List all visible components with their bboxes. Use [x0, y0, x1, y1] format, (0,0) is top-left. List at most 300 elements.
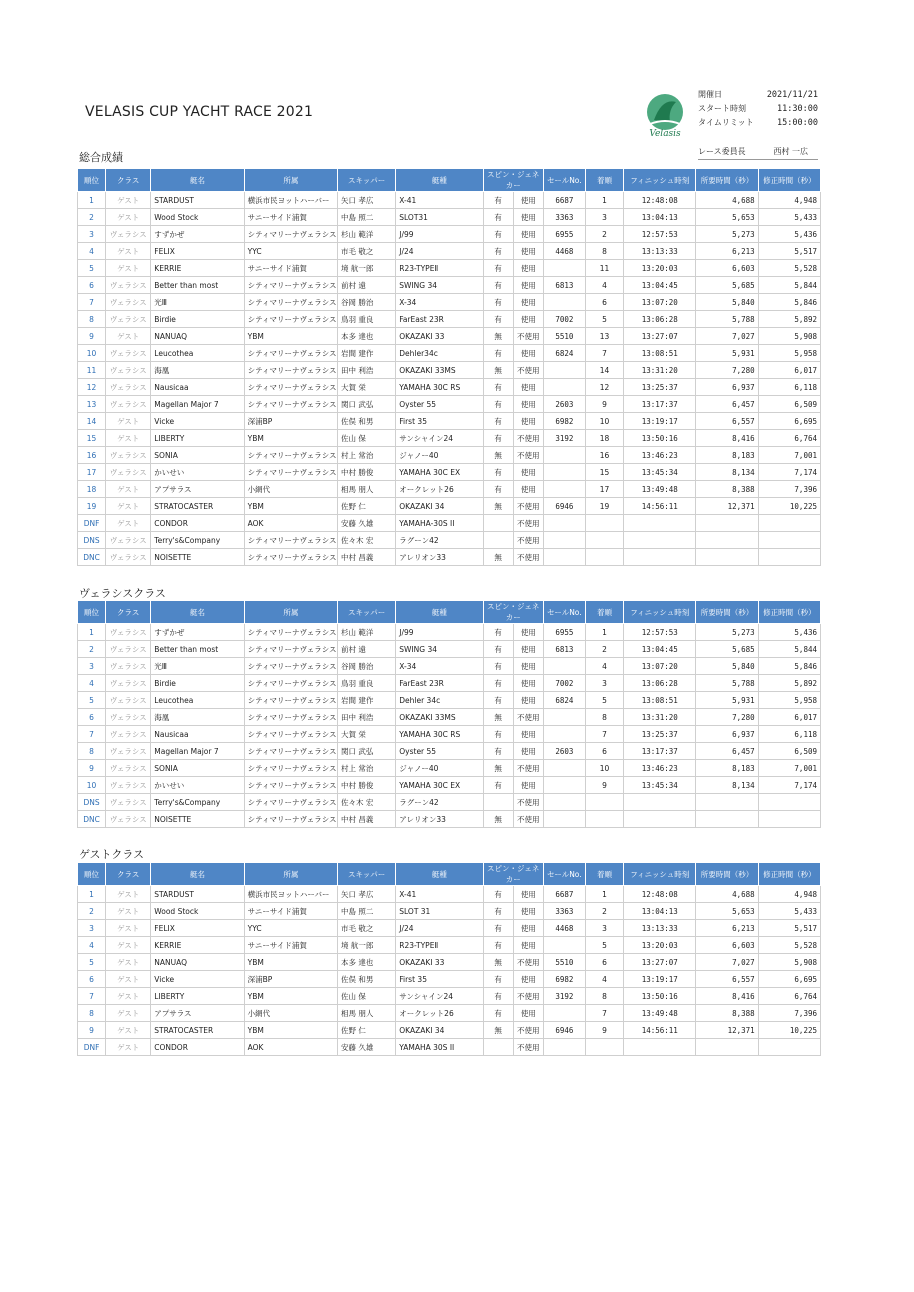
cell-elapsed-time: 7,280 — [696, 362, 758, 379]
cell-finish-order: 8 — [585, 709, 623, 726]
cell-gennaker: 使用 — [513, 226, 543, 243]
cell-finish-order — [585, 549, 623, 566]
cell-spinnaker: 無 — [483, 498, 513, 515]
cell-boat-type: SLOT31 — [396, 209, 483, 226]
cell-sail-no — [543, 777, 585, 794]
cell-affiliation: サニーサイド浦賀 — [244, 260, 337, 277]
cell-class: ゲスト — [106, 920, 151, 937]
cell-sail-no: 6946 — [543, 498, 585, 515]
cell-skipper: 境 航一郎 — [338, 937, 396, 954]
cell-sail-no: 6813 — [543, 277, 585, 294]
cell-affiliation: YYC — [244, 243, 337, 260]
cell-elapsed-time — [696, 811, 758, 828]
cell-sail-no — [543, 794, 585, 811]
cell-class: ゲスト — [106, 260, 151, 277]
cell-class: ヴェラシス — [106, 641, 151, 658]
cell-elapsed-time: 5,931 — [696, 345, 758, 362]
cell-affiliation: シティマリーナヴェラシス — [244, 624, 337, 641]
cell-boat-type: X-34 — [396, 658, 483, 675]
cell-skipper: 佐野 仁 — [338, 1022, 396, 1039]
table-row — [78, 311, 821, 328]
cell-spinnaker: 有 — [483, 988, 513, 1005]
cell-gennaker: 使用 — [513, 345, 543, 362]
cell-corrected-time: 6,509 — [758, 396, 820, 413]
cell-finish-order: 5 — [585, 692, 623, 709]
cell-rank: 8 — [78, 1005, 106, 1022]
cell-sail-no: 5510 — [543, 328, 585, 345]
cell-skipper: 田中 利浩 — [338, 362, 396, 379]
cell-boat-type: OKAZAKI 34 — [396, 498, 483, 515]
cell-boat-name: LIBERTY — [151, 430, 244, 447]
table-row — [78, 362, 821, 379]
cell-finish-order: 2 — [585, 903, 623, 920]
cell-elapsed-time: 6,213 — [696, 243, 758, 260]
column-header: 艇種 — [396, 601, 483, 624]
cell-affiliation: シティマリーナヴェラシス — [244, 532, 337, 549]
column-header: 着順 — [585, 169, 623, 192]
cell-affiliation: シティマリーナヴェラシス — [244, 811, 337, 828]
cell-spinnaker: 有 — [483, 413, 513, 430]
cell-affiliation: シティマリーナヴェラシス — [244, 692, 337, 709]
cell-finish-time: 14:56:11 — [624, 1022, 696, 1039]
cell-rank: 12 — [78, 379, 106, 396]
cell-gennaker: 不使用 — [513, 709, 543, 726]
cell-corrected-time: 6,764 — [758, 988, 820, 1005]
cell-elapsed-time: 5,840 — [696, 294, 758, 311]
cell-gennaker: 不使用 — [513, 954, 543, 971]
cell-boat-name: STARDUST — [151, 886, 244, 903]
cell-corrected-time: 4,948 — [758, 192, 820, 209]
cell-skipper: 中村 昌義 — [338, 811, 396, 828]
cell-finish-order — [585, 1039, 623, 1056]
column-header: 修正時間（秒） — [758, 601, 820, 624]
cell-boat-name: Birdie — [151, 675, 244, 692]
cell-rank: 11 — [78, 362, 106, 379]
column-header: 所属 — [244, 863, 337, 886]
cell-rank: 6 — [78, 709, 106, 726]
table-row — [78, 760, 821, 777]
overall-results-table — [77, 168, 821, 566]
cell-skipper: 佐野 仁 — [338, 498, 396, 515]
table-row — [78, 658, 821, 675]
cell-gennaker: 使用 — [513, 413, 543, 430]
cell-class: ヴェラシス — [106, 692, 151, 709]
cell-spinnaker: 有 — [483, 379, 513, 396]
table-row — [78, 277, 821, 294]
cell-boat-type: J/99 — [396, 624, 483, 641]
column-header: 艇種 — [396, 169, 483, 192]
cell-elapsed-time: 7,027 — [696, 328, 758, 345]
cell-finish-order: 6 — [585, 954, 623, 971]
cell-boat-name: NANUAQ — [151, 328, 244, 345]
table-header-row — [78, 863, 821, 886]
cell-boat-type: ラグーン42 — [396, 532, 483, 549]
cell-spinnaker: 有 — [483, 226, 513, 243]
cell-finish-time: 13:19:17 — [624, 413, 696, 430]
column-header: セールNo. — [543, 169, 585, 192]
cell-finish-order: 12 — [585, 379, 623, 396]
cell-skipper: 市毛 敬之 — [338, 920, 396, 937]
table-row — [78, 777, 821, 794]
cell-skipper: 相馬 朋人 — [338, 481, 396, 498]
cell-elapsed-time: 6,457 — [696, 743, 758, 760]
table-row — [78, 675, 821, 692]
cell-elapsed-time: 6,937 — [696, 379, 758, 396]
cell-sail-no — [543, 937, 585, 954]
cell-corrected-time: 5,958 — [758, 345, 820, 362]
cell-sail-no — [543, 760, 585, 777]
cell-finish-time: 12:48:08 — [624, 886, 696, 903]
cell-finish-time: 13:13:33 — [624, 243, 696, 260]
table-row — [78, 692, 821, 709]
cell-sail-no: 3363 — [543, 903, 585, 920]
column-header: 修正時間（秒） — [758, 169, 820, 192]
cell-finish-order: 17 — [585, 481, 623, 498]
cell-skipper: 田中 利浩 — [338, 709, 396, 726]
cell-corrected-time — [758, 532, 820, 549]
table-row — [78, 709, 821, 726]
cell-affiliation: 横浜市民ヨットハーバー — [244, 886, 337, 903]
cell-skipper: 大賀 栄 — [338, 726, 396, 743]
cell-finish-order: 5 — [585, 311, 623, 328]
cell-class: ヴェラシス — [106, 624, 151, 641]
cell-boat-type: FarEast 23R — [396, 675, 483, 692]
cell-finish-time: 13:06:28 — [624, 311, 696, 328]
cell-finish-order: 13 — [585, 328, 623, 345]
cell-skipper: 市毛 敬之 — [338, 243, 396, 260]
cell-finish-time: 13:31:20 — [624, 709, 696, 726]
cell-skipper: 中村 昌義 — [338, 549, 396, 566]
cell-affiliation: YBM — [244, 328, 337, 345]
table-row — [78, 743, 821, 760]
cell-rank: 7 — [78, 726, 106, 743]
cell-boat-name: KERRIE — [151, 937, 244, 954]
column-header: クラス — [106, 863, 151, 886]
cell-class: ヴェラシス — [106, 726, 151, 743]
cell-rank: 2 — [78, 903, 106, 920]
cell-sail-no — [543, 379, 585, 396]
cell-corrected-time: 5,846 — [758, 294, 820, 311]
cell-boat-type: X-34 — [396, 294, 483, 311]
column-header: 所要時間（秒） — [696, 169, 758, 192]
column-header: 所属 — [244, 169, 337, 192]
cell-sail-no — [543, 362, 585, 379]
cell-affiliation: シティマリーナヴェラシス — [244, 311, 337, 328]
cell-finish-time: 13:17:37 — [624, 743, 696, 760]
cell-spinnaker: 無 — [483, 549, 513, 566]
cell-finish-time: 13:27:07 — [624, 954, 696, 971]
column-header: 修正時間（秒） — [758, 863, 820, 886]
cell-rank: 9 — [78, 760, 106, 777]
info-label: スタート時刻 — [698, 104, 746, 113]
cell-gennaker: 使用 — [513, 743, 543, 760]
cell-class: ヴェラシス — [106, 464, 151, 481]
column-header: 艇名 — [151, 601, 244, 624]
table-row — [78, 794, 821, 811]
cell-spinnaker — [483, 1039, 513, 1056]
cell-rank: 6 — [78, 277, 106, 294]
cell-boat-name: Wood Stock — [151, 903, 244, 920]
cell-corrected-time: 5,517 — [758, 920, 820, 937]
cell-finish-time: 13:07:20 — [624, 294, 696, 311]
cell-gennaker: 不使用 — [513, 362, 543, 379]
guest-class-table — [77, 862, 821, 1056]
cell-boat-type: J/99 — [396, 226, 483, 243]
cell-corrected-time: 6,695 — [758, 971, 820, 988]
column-header: 所要時間（秒） — [696, 863, 758, 886]
cell-skipper: 佐山 保 — [338, 430, 396, 447]
cell-elapsed-time: 8,183 — [696, 760, 758, 777]
cell-affiliation: AOK — [244, 515, 337, 532]
cell-corrected-time: 6,017 — [758, 709, 820, 726]
cell-finish-time — [624, 794, 696, 811]
cell-gennaker: 不使用 — [513, 532, 543, 549]
cell-finish-time: 13:20:03 — [624, 260, 696, 277]
cell-boat-type: SWING 34 — [396, 641, 483, 658]
cell-boat-name: アプサラス — [151, 1005, 244, 1022]
cell-boat-type: オークレット26 — [396, 481, 483, 498]
cell-sail-no: 6955 — [543, 624, 585, 641]
cell-skipper: 谷岡 勝治 — [338, 658, 396, 675]
cell-affiliation: 深浦BP — [244, 413, 337, 430]
cell-class: ヴェラシス — [106, 362, 151, 379]
cell-boat-type: SLOT 31 — [396, 903, 483, 920]
cell-corrected-time: 5,908 — [758, 328, 820, 345]
cell-rank: 1 — [78, 624, 106, 641]
cell-spinnaker: 有 — [483, 311, 513, 328]
cell-finish-time: 13:04:45 — [624, 277, 696, 294]
table-row — [78, 624, 821, 641]
cell-corrected-time: 6,764 — [758, 430, 820, 447]
cell-affiliation: 小網代 — [244, 1005, 337, 1022]
cell-class: ゲスト — [106, 515, 151, 532]
cell-sail-no: 3192 — [543, 430, 585, 447]
cell-finish-order: 8 — [585, 243, 623, 260]
column-header: フィニッシュ時刻 — [624, 601, 696, 624]
cell-skipper: 大賀 栄 — [338, 379, 396, 396]
cell-spinnaker: 無 — [483, 760, 513, 777]
cell-sail-no — [543, 532, 585, 549]
cell-gennaker: 使用 — [513, 886, 543, 903]
cell-spinnaker: 有 — [483, 971, 513, 988]
info-label: 開催日 — [698, 90, 722, 99]
cell-finish-time: 13:50:16 — [624, 430, 696, 447]
cell-corrected-time: 5,892 — [758, 311, 820, 328]
cell-boat-name: Terry's&Company — [151, 794, 244, 811]
cell-boat-type: ラグーン42 — [396, 794, 483, 811]
cell-boat-name: NOISETTE — [151, 549, 244, 566]
cell-skipper: 佐々木 宏 — [338, 794, 396, 811]
cell-gennaker: 不使用 — [513, 1022, 543, 1039]
cell-spinnaker: 有 — [483, 430, 513, 447]
cell-class: ヴェラシス — [106, 794, 151, 811]
cell-sail-no: 6813 — [543, 641, 585, 658]
cell-rank: 7 — [78, 988, 106, 1005]
cell-finish-time: 13:13:33 — [624, 920, 696, 937]
cell-rank: 5 — [78, 260, 106, 277]
cell-rank: 3 — [78, 658, 106, 675]
column-header: スピン・ジェネカー — [483, 863, 543, 886]
cell-boat-name: 海凰 — [151, 362, 244, 379]
cell-finish-order: 16 — [585, 447, 623, 464]
cell-skipper: 佐俣 和男 — [338, 413, 396, 430]
cell-sail-no — [543, 726, 585, 743]
cell-rank: 2 — [78, 209, 106, 226]
cell-sail-no: 2603 — [543, 743, 585, 760]
cell-corrected-time: 10,225 — [758, 498, 820, 515]
cell-finish-time: 13:06:28 — [624, 675, 696, 692]
cell-sail-no: 4468 — [543, 920, 585, 937]
cell-finish-order: 3 — [585, 675, 623, 692]
cell-spinnaker: 有 — [483, 481, 513, 498]
cell-gennaker: 不使用 — [513, 515, 543, 532]
cell-affiliation: YBM — [244, 1022, 337, 1039]
cell-boat-type: Dehler 34c — [396, 692, 483, 709]
table-row — [78, 903, 821, 920]
cell-skipper: 安藤 久雄 — [338, 515, 396, 532]
cell-spinnaker: 有 — [483, 192, 513, 209]
cell-rank: 19 — [78, 498, 106, 515]
cell-boat-type: YAMAHA-30S II — [396, 515, 483, 532]
info-row — [698, 116, 818, 130]
cell-boat-type: アレリオン33 — [396, 811, 483, 828]
cell-finish-time: 12:48:08 — [624, 192, 696, 209]
cell-rank: 1 — [78, 886, 106, 903]
cell-affiliation: シティマリーナヴェラシス — [244, 345, 337, 362]
cell-finish-time — [624, 811, 696, 828]
cell-affiliation: シティマリーナヴェラシス — [244, 447, 337, 464]
cell-finish-time: 13:46:23 — [624, 447, 696, 464]
cell-rank: DNF — [78, 1039, 106, 1056]
table-row — [78, 726, 821, 743]
cell-boat-name: すずかぜ — [151, 624, 244, 641]
cell-corrected-time: 5,846 — [758, 658, 820, 675]
cell-boat-type: Oyster 55 — [396, 396, 483, 413]
cell-skipper: 鳥羽 重良 — [338, 675, 396, 692]
cell-elapsed-time: 8,388 — [696, 1005, 758, 1022]
column-header: クラス — [106, 601, 151, 624]
cell-sail-no: 5510 — [543, 954, 585, 971]
cell-spinnaker: 有 — [483, 692, 513, 709]
cell-boat-name: NANUAQ — [151, 954, 244, 971]
cell-corrected-time: 6,695 — [758, 413, 820, 430]
cell-class: ゲスト — [106, 209, 151, 226]
cell-finish-order: 19 — [585, 498, 623, 515]
cell-finish-order: 10 — [585, 760, 623, 777]
table-row — [78, 243, 821, 260]
cell-rank: 3 — [78, 226, 106, 243]
cell-rank: 9 — [78, 328, 106, 345]
cell-affiliation: シティマリーナヴェラシス — [244, 294, 337, 311]
cell-elapsed-time: 5,685 — [696, 641, 758, 658]
cell-elapsed-time — [696, 794, 758, 811]
cell-corrected-time: 5,844 — [758, 277, 820, 294]
cell-finish-time: 13:25:37 — [624, 726, 696, 743]
cell-gennaker: 不使用 — [513, 988, 543, 1005]
cell-elapsed-time: 5,788 — [696, 675, 758, 692]
cell-finish-time — [624, 1039, 696, 1056]
cell-class: ゲスト — [106, 1039, 151, 1056]
cell-boat-name: すずかぜ — [151, 226, 244, 243]
cell-gennaker: 使用 — [513, 675, 543, 692]
velasis-class-table — [77, 600, 821, 828]
cell-boat-type: YAMAHA 30C RS — [396, 726, 483, 743]
cell-finish-time: 13:04:13 — [624, 209, 696, 226]
cell-spinnaker: 有 — [483, 464, 513, 481]
cell-corrected-time: 10,225 — [758, 1022, 820, 1039]
cell-affiliation: サニーサイド浦賀 — [244, 937, 337, 954]
cell-finish-order: 1 — [585, 192, 623, 209]
cell-boat-name: 光Ⅲ — [151, 658, 244, 675]
table-row — [78, 192, 821, 209]
cell-finish-order: 15 — [585, 464, 623, 481]
cell-finish-time: 14:56:11 — [624, 498, 696, 515]
cell-skipper: 佐俣 和男 — [338, 971, 396, 988]
cell-class: ヴェラシス — [106, 777, 151, 794]
cell-finish-time: 13:45:34 — [624, 464, 696, 481]
cell-boat-type: OKAZAKI 33 — [396, 954, 483, 971]
committee-name: 西村 一広 — [773, 147, 808, 156]
cell-rank: 7 — [78, 294, 106, 311]
table-row — [78, 954, 821, 971]
cell-rank: 10 — [78, 345, 106, 362]
cell-boat-name: FELIX — [151, 920, 244, 937]
cell-spinnaker: 無 — [483, 328, 513, 345]
cell-rank: 4 — [78, 937, 106, 954]
info-value: 15:00:00 — [777, 118, 818, 128]
cell-gennaker: 不使用 — [513, 328, 543, 345]
cell-affiliation: サニーサイド浦賀 — [244, 903, 337, 920]
cell-corrected-time — [758, 515, 820, 532]
cell-boat-type: X-41 — [396, 886, 483, 903]
cell-rank: DNS — [78, 794, 106, 811]
info-value: 2021/11/21 — [766, 90, 818, 100]
cell-finish-time: 13:49:48 — [624, 1005, 696, 1022]
cell-elapsed-time: 5,840 — [696, 658, 758, 675]
cell-sail-no: 3363 — [543, 209, 585, 226]
cell-boat-type: First 35 — [396, 413, 483, 430]
cell-corrected-time — [758, 794, 820, 811]
cell-elapsed-time: 7,027 — [696, 954, 758, 971]
cell-gennaker: 不使用 — [513, 430, 543, 447]
cell-sail-no: 3192 — [543, 988, 585, 1005]
cell-corrected-time: 7,396 — [758, 1005, 820, 1022]
cell-rank: 5 — [78, 954, 106, 971]
cell-class: ヴェラシス — [106, 379, 151, 396]
cell-corrected-time: 5,433 — [758, 209, 820, 226]
cell-elapsed-time: 5,931 — [696, 692, 758, 709]
cell-boat-type: YAMAHA 30C EX — [396, 464, 483, 481]
cell-class: ヴェラシス — [106, 311, 151, 328]
cell-boat-type: J/24 — [396, 920, 483, 937]
cell-boat-name: CONDOR — [151, 1039, 244, 1056]
info-label: タイムリミット — [698, 118, 754, 127]
column-header: セールNo. — [543, 863, 585, 886]
cell-gennaker: 使用 — [513, 726, 543, 743]
cell-corrected-time: 7,174 — [758, 464, 820, 481]
cell-corrected-time: 7,001 — [758, 760, 820, 777]
column-header: 着順 — [585, 601, 623, 624]
cell-affiliation: YBM — [244, 430, 337, 447]
table-row — [78, 209, 821, 226]
cell-corrected-time: 5,528 — [758, 937, 820, 954]
cell-corrected-time: 5,958 — [758, 692, 820, 709]
column-header: クラス — [106, 169, 151, 192]
cell-affiliation: シティマリーナヴェラシス — [244, 549, 337, 566]
cell-elapsed-time: 6,557 — [696, 413, 758, 430]
cell-affiliation: 小網代 — [244, 481, 337, 498]
section-title-guest: ゲストクラス — [79, 848, 145, 861]
